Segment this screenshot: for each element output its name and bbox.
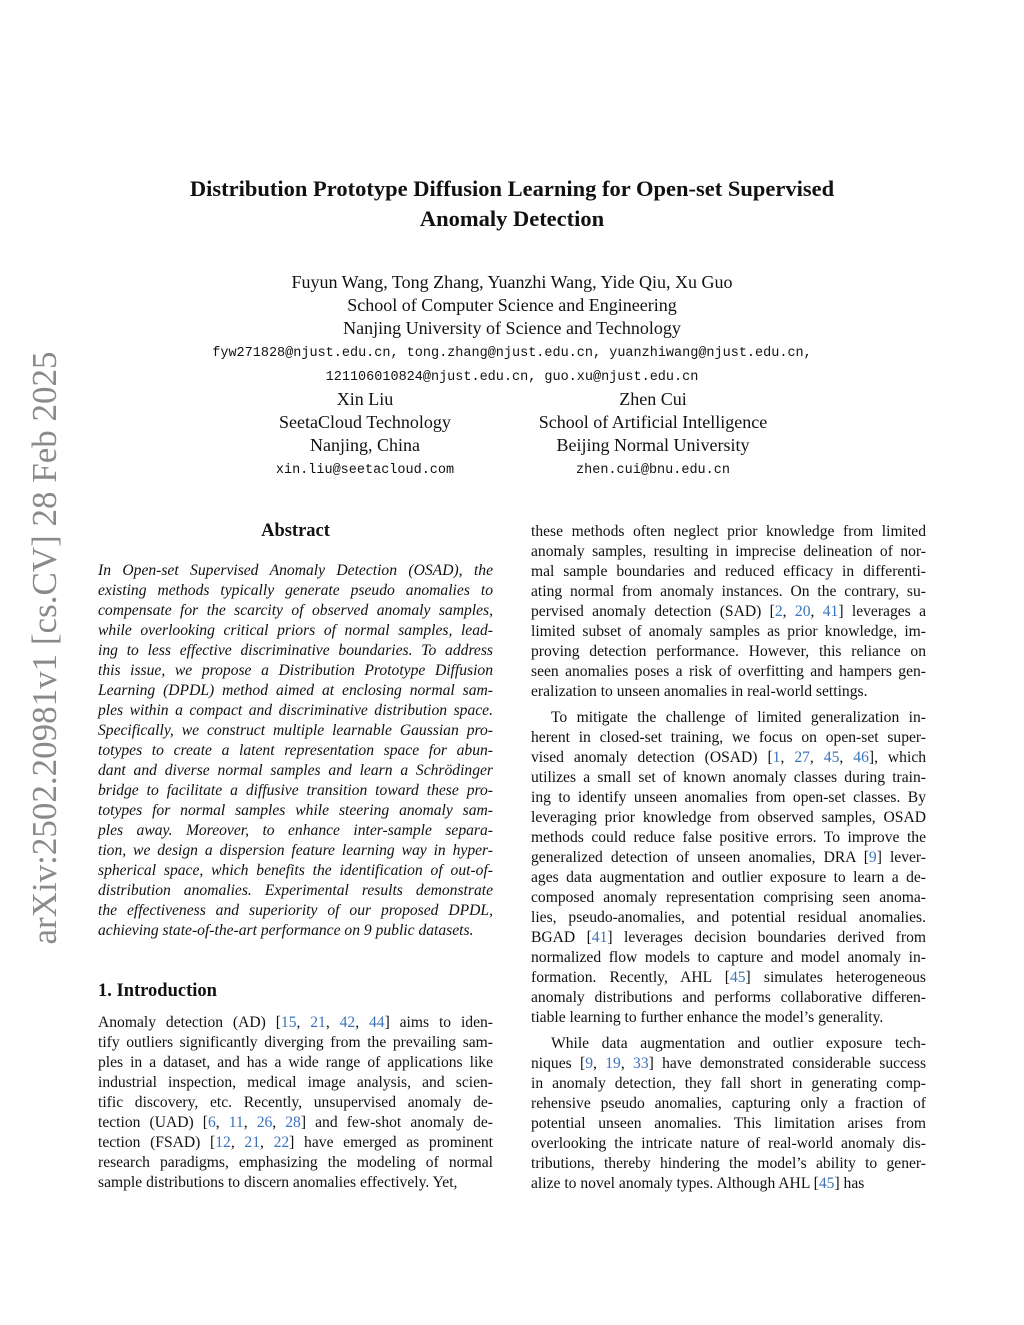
citation-link[interactable]: 44: [368, 1014, 385, 1031]
author-email: zhen.cui@bnu.edu.cn: [576, 463, 730, 478]
text-line: methods could reduce false positive errors. To improve the: [531, 829, 926, 846]
citation-link[interactable]: 12: [215, 1134, 231, 1151]
citation-link[interactable]: 22: [273, 1134, 290, 1151]
paragraph: [98, 1013, 493, 1193]
author-university: Nanjing University of Science and Technology: [343, 318, 681, 338]
text-line: dant and diverse normal samples and learn a Schrödinger: [98, 762, 493, 779]
text-line: distribution anomalies. Experimental results demonstrate: [98, 882, 493, 899]
text-line: proving detection performance. However, this reliance on: [531, 643, 926, 660]
email-line: 121106010824@njust.edu.cn, guo.xu@njust.edu.cn: [325, 370, 699, 385]
intro-right-text: [531, 522, 926, 1194]
citation-link[interactable]: 21: [310, 1014, 326, 1031]
text-line: bridge to facilitate a diffusive transition toward these pro-: [98, 782, 493, 799]
text-line: achieving state-of-the-art performance on 9 public datasets.: [98, 922, 474, 939]
affiliation-right: [503, 388, 803, 483]
citation-link[interactable]: 20: [794, 603, 811, 620]
text-line: industrial inspection, medical image analysis, and scien-: [98, 1074, 493, 1091]
text-line: tify outliers significantly diverging from the prevailing sam-: [98, 1034, 493, 1051]
text-line: normalized flow models to capture and model anomaly in-: [531, 949, 926, 966]
text-line: Anomaly detection (AD) [15, 21, 42, 44] aims to iden-: [98, 1014, 493, 1031]
text-line: herent in closed-set training, we focus on open-set super-: [531, 729, 926, 746]
text-line: generalized detection of unseen anomalies, DRA [9] lever-: [531, 849, 926, 866]
author-names: Fuyun Wang, Tong Zhang, Yuanzhi Wang, Yide Qiu, Xu Guo: [291, 272, 733, 292]
paragraph: [531, 522, 926, 702]
text-line: ples in a dataset, and has a wide range of applications like: [98, 1054, 493, 1071]
citation-link[interactable]: 15: [280, 1014, 297, 1031]
text-line: tion, we design a dispersion feature learning way in hyper-: [98, 842, 493, 859]
text-line: In Open-set Supervised Anomaly Detection (OSAD), the: [98, 562, 493, 579]
text-line: ing to identify unseen anomalies from open-set classes. By: [531, 789, 926, 806]
text-line: this issue, we propose a Distribution Prototype Diffusion: [98, 662, 493, 679]
text-line: overlooking the intricate nature of real-world anomaly dis-: [531, 1135, 926, 1152]
text-line: anomaly distributions and performs collaborative differen-: [531, 989, 926, 1006]
citation-link[interactable]: 42: [339, 1014, 356, 1031]
text-line: vised anomaly detection (OSAD) [1, 27, 45, 46], which: [531, 749, 927, 766]
author-name: Zhen Cui: [619, 389, 687, 409]
citation-link[interactable]: 45: [823, 749, 840, 766]
left-column: [98, 519, 493, 1199]
text-line: utilizes a small set of known anomaly classes during train-: [531, 769, 926, 786]
text-line: in anomaly detection, they fall short in generating comp-: [531, 1075, 926, 1092]
paper-title: [0, 174, 1024, 234]
text-line: spherical space, which benefits the identification of out-of-: [98, 862, 493, 879]
text-line: While data augmentation and outlier exposure tech-: [551, 1035, 926, 1052]
text-line: ating normal from anomaly instances. On the contrary, su-: [531, 583, 926, 600]
text-line: potential unseen anomalies. This limitation arises from: [531, 1115, 926, 1132]
text-line: Learning (DPDL) method aimed at enclosing normal sam-: [98, 682, 493, 699]
abstract-heading: Abstract: [261, 521, 330, 541]
author-school: School of Computer Science and Engineering: [347, 295, 677, 315]
text-line: limited subset of anomaly samples as prior knowledge, im-: [531, 623, 926, 640]
text-line: existing methods typically generate pseudo anomalies to: [98, 582, 493, 599]
text-line: eralization to unseen anomalies in real-world settings.: [531, 683, 868, 700]
text-line: tection (FSAD) [12, 21, 22] have emerged as prominent: [98, 1134, 493, 1151]
arxiv-identifier: arXiv:2502.20981v1 [cs.CV] 28 Feb 2025: [25, 351, 64, 945]
text-line: while overlooking critical priors of normal samples, lead-: [98, 622, 493, 639]
author-name: Xin Liu: [336, 389, 394, 409]
author-org: School of Artificial Intelligence: [538, 412, 768, 432]
paragraph: [98, 561, 493, 941]
author-emails: [0, 342, 1024, 390]
text-line: composed anomaly representation comprising seen anoma-: [531, 889, 926, 906]
text-line: BGAD [41] leverages decision boundaries derived from: [531, 929, 926, 946]
text-line: totypes to create a latent representation space for abun-: [98, 742, 493, 759]
text-line: tributions, thereby hindering the model’s ability to gener-: [531, 1155, 926, 1172]
author-block: [0, 271, 1024, 340]
text-line: formation. Recently, AHL [45] simulates heterogeneous: [531, 969, 926, 986]
text-line: ing to less effective discriminative boundaries. To address: [98, 642, 493, 659]
citation-link[interactable]: 11: [228, 1114, 244, 1131]
citation-link[interactable]: 27: [794, 749, 810, 766]
author-org: SeetaCloud Technology: [279, 412, 451, 432]
text-line: tection (UAD) [6, 11, 26, 28] and few-shot anomaly de-: [98, 1114, 494, 1131]
paragraph: [531, 1034, 926, 1194]
text-line: these methods often neglect prior knowledge from limited: [531, 523, 926, 540]
text-line: totypes for normal samples while steering anomaly sam-: [98, 802, 493, 819]
email-line: fyw271828@njust.edu.cn, tong.zhang@njust.edu.cn, yuanzhiwang@njust.edu.cn,: [212, 346, 812, 361]
intro-heading: 1. Introduction: [98, 981, 217, 1001]
citation-link[interactable]: 41: [591, 929, 608, 946]
text-line: ples away. Moreover, to enhance inter-sample separa-: [98, 822, 493, 839]
citation-link[interactable]: 46: [853, 749, 869, 766]
author-email: xin.liu@seetacloud.com: [275, 463, 455, 478]
citation-link[interactable]: 6: [207, 1114, 216, 1131]
text-line: pervised anomaly detection (SAD) [2, 20, 41] leverages a: [531, 603, 927, 620]
citation-link[interactable]: 28: [285, 1114, 301, 1131]
text-line: niques [9, 19, 33] have demonstrated considerable success: [531, 1055, 927, 1072]
text-line: seen anomalies poses a risk of overfitting and hampers gen-: [531, 663, 926, 680]
text-line: tiable learning to further enhance the model’s generality.: [531, 1009, 884, 1026]
citation-link[interactable]: 9: [585, 1055, 594, 1072]
citation-link[interactable]: 9: [868, 849, 877, 866]
text-line: anomaly samples, resulting in imprecise delineation of nor-: [531, 543, 926, 560]
citation-link[interactable]: 33: [633, 1055, 649, 1072]
author-place: Nanjing, China: [310, 435, 420, 455]
right-column: [531, 522, 926, 1200]
text-line: sample distributions to discern anomalies effectively. Yet,: [98, 1174, 458, 1191]
text-line: ages data augmentation and outlier exposure to learn a de-: [531, 869, 926, 886]
citation-link[interactable]: 19: [605, 1055, 621, 1072]
citation-link[interactable]: 26: [256, 1114, 273, 1131]
paragraph: [531, 708, 926, 1028]
text-line: Specifically, we construct multiple learnable Gaussian pro-: [98, 722, 493, 739]
abstract-body: [98, 561, 493, 941]
citation-link[interactable]: 1: [772, 749, 781, 766]
affiliation-left: [215, 388, 515, 483]
intro-left-text: [98, 1013, 493, 1193]
citation-link[interactable]: 45: [729, 969, 746, 986]
text-line: alize to novel anomaly types. Although AHL [45] has: [531, 1175, 865, 1192]
text-line: the effectiveness and superiority of our proposed DPDL,: [98, 902, 493, 919]
citation-link[interactable]: 45: [818, 1175, 835, 1192]
text-line: leveraging prior knowledge from observed samples, OSAD: [531, 809, 926, 826]
text-line: rehensive pseudo anomalies, capturing only a fraction of: [531, 1095, 926, 1112]
text-line: mal sample boundaries and reduced efficacy in differenti-: [531, 563, 926, 580]
citation-link[interactable]: 21: [244, 1134, 260, 1151]
text-line: lies, pseudo-anomalies, and potential residual anomalies.: [531, 909, 926, 926]
text-line: To mitigate the challenge of limited generalization in-: [551, 709, 926, 726]
text-line: compensate for the scarcity of observed anomaly samples,: [98, 602, 493, 619]
citation-link[interactable]: 2: [774, 603, 783, 620]
text-line: tific discovery, etc. Recently, unsupervised anomaly de-: [98, 1094, 493, 1111]
text-line: research paradigms, emphasizing the modeling of normal: [98, 1154, 493, 1171]
author-place: Beijing Normal University: [556, 435, 750, 455]
title-line: Anomaly Detection: [419, 206, 605, 231]
text-line: ples within a compact and discriminative distribution space.: [98, 702, 493, 719]
citation-link[interactable]: 41: [822, 603, 839, 620]
title-line: Distribution Prototype Diffusion Learning for Open-set Supervised: [189, 176, 835, 201]
